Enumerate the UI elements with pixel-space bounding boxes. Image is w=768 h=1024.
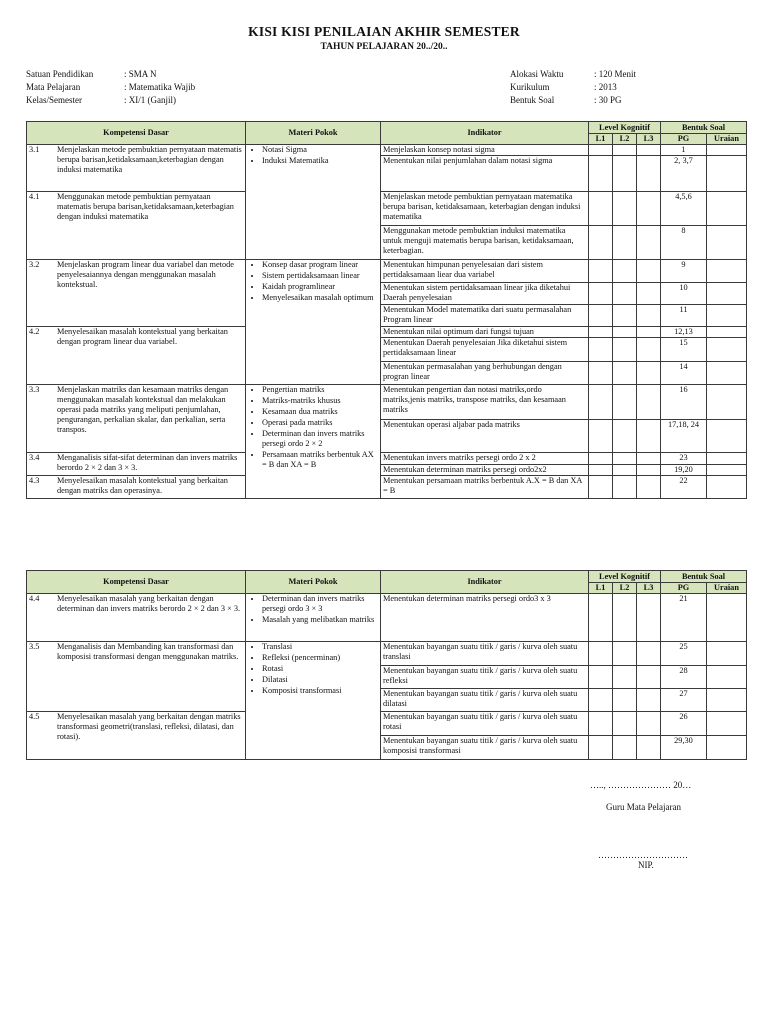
pg-cell: 29,30 [661, 736, 707, 760]
meta-label: Alokasi Waktu [510, 69, 564, 79]
kd-number: 3.4 [29, 453, 40, 462]
indikator-cell: Menentukan bayangan suatu titik / garis / kurva oleh suatu rotasi [381, 712, 589, 736]
mp-item: • Konsep dasar program linear [262, 260, 378, 270]
kisi-table-2 [26, 570, 747, 760]
mp-cell [246, 642, 381, 760]
indikator-cell: Menentukan pengertian dan notasi matriks,ordo matriks,jenis matriks, transpose matriks, dan kesamaan matriks [381, 385, 589, 420]
mp-item: • Sistem pertidaksamaan linear [262, 271, 378, 281]
indikator-cell: Menentukan bayangan suatu titik / garis / kurva oleh suatu komposisi transformasi [381, 736, 589, 760]
meta-row [26, 68, 195, 81]
meta-row [510, 81, 636, 94]
kd-cell [27, 192, 246, 260]
signature-date: ….., ………………… 20… [590, 780, 692, 790]
pg-cell: 11 [661, 305, 707, 327]
indikator-cell: Menentukan persamaan matriks berbentuk A.X = B dan XA = B [381, 476, 589, 499]
table-row [27, 192, 747, 226]
pg-cell: 9 [661, 260, 707, 283]
indikator-cell: Menentukan nilai penjumlahan dalam notasi sigma [381, 156, 589, 192]
meta-label: Mata Pelajaran [26, 82, 81, 92]
mp-item: • Operasi pada matriks [262, 418, 378, 428]
header-l1: L1 [589, 134, 613, 145]
mp-cell [246, 145, 381, 260]
indikator-cell: Menentukan bayangan suatu titik / garis / kurva oleh suatu refleksi [381, 666, 589, 689]
meta-value: : 120 Menit [594, 69, 636, 79]
table-row [27, 260, 747, 283]
mp-item: • Menyelesaikan masalah optimum [262, 293, 378, 303]
header-bentuk-soal: Bentuk Soal [661, 571, 747, 583]
header-level-kognitif: Level Kognitif [589, 571, 661, 583]
table-row [27, 594, 747, 642]
pg-cell: 15 [661, 338, 707, 362]
pg-cell: 1 [661, 145, 707, 156]
kd-cell [27, 453, 246, 476]
indikator-cell: Menentukan operasi aljabar pada matriks [381, 420, 589, 453]
meta-value: : SMA N [124, 69, 157, 79]
meta-label: Kelas/Semester [26, 95, 82, 105]
kd-number: 4.3 [29, 476, 40, 485]
mp-item: • Masalah yang melibatkan matriks [262, 615, 378, 625]
kd-text: Menyelesaikan masalah kontekstual yang berkaitan dengan matriks dan operasinya. [57, 476, 228, 495]
pg-cell: 28 [661, 666, 707, 689]
table-row [27, 476, 747, 499]
mp-item: • Rotasi [262, 664, 378, 674]
signature-line: ………………………… [598, 850, 688, 860]
kd-number: 4.2 [29, 327, 40, 336]
header-l3: L3 [637, 134, 661, 145]
mp-item: • Refleksi (pencerminan) [262, 653, 378, 663]
pg-cell: 10 [661, 283, 707, 305]
kd-number: 3.3 [29, 385, 40, 394]
header-pg: PG [661, 583, 707, 594]
kd-cell [27, 385, 246, 453]
meta-value: : Matematika Wajib [124, 82, 196, 92]
indikator-cell: Menentukan bayangan suatu titik / garis / kurva oleh suatu translasi [381, 642, 589, 666]
kd-number: 4.1 [29, 192, 40, 201]
table-row [27, 145, 747, 156]
meta-row [26, 94, 195, 107]
header-level-kognitif: Level Kognitif [589, 122, 661, 134]
pg-cell: 22 [661, 476, 707, 499]
header-uraian: Uraian [707, 134, 747, 145]
kd-cell [27, 260, 246, 327]
kd-number: 3.5 [29, 642, 40, 651]
kd-number: 3.2 [29, 260, 40, 269]
kd-text: Menggunakan metode pembuktian pernyataan matematis berupa barisan,ketidaksamaan,keterbagian dengan induksi matematika [57, 192, 234, 221]
pg-cell: 17,18, 24 [661, 420, 707, 453]
kisi-table-1 [26, 121, 747, 499]
pg-cell: 2, 3,7 [661, 156, 707, 192]
mp-item: • Translasi [262, 642, 378, 652]
header-indikator: Indikator [381, 571, 589, 594]
table-row [27, 327, 747, 338]
mp-item: • Dilatasi [262, 675, 378, 685]
header-kompetensi-dasar: Kompetensi Dasar [27, 571, 246, 594]
mp-item: • Kaidah programlinear [262, 282, 378, 292]
indikator-cell: Menentukan nilai optimum dari fungsi tujuan [381, 327, 589, 338]
meta-value: : 30 PG [594, 95, 622, 105]
meta-label: Satuan Pendidikan [26, 69, 94, 79]
mp-cell [246, 385, 381, 499]
mp-item: • Induksi Matematika [262, 156, 378, 166]
indikator-cell: Menentukan determinan matriks persegi ordo3 x 3 [381, 594, 589, 642]
meta-row [510, 94, 636, 107]
document-subtitle: TAHUN PELAJARAN 20../20.. [320, 42, 448, 52]
indikator-cell: Menentukan sistem pertidaksamaan linear jika diketahui Daerah penyelesaian [381, 283, 589, 305]
table-row [27, 453, 747, 465]
kd-cell [27, 642, 246, 712]
kd-text: Menyelesaikan masalah yang berkaitan dengan matriks transformasi geometri(translasi, refleksi, dilatasi, dan rotasi). [57, 712, 241, 741]
mp-item: • Persamaan matriks berbentuk AX = B dan XA = B [262, 450, 378, 470]
meta-label: Kurikulum [510, 82, 550, 92]
table-row [27, 385, 747, 420]
kd-text: Menjelaskan matriks dan kesamaan matriks dengan menggunakan masalah kontekstual dan melakukan operasi pada matriks yang meliputi penjumlahan, pengurangan, perkalian skalar, dan perkalian, serta transpos. [57, 385, 229, 434]
mp-item: • Determinan dan invers matriks persegi ordo 3 × 3 [262, 594, 378, 614]
indikator-cell: Menentukan determinan matriks persegi ordo2x2 [381, 465, 589, 476]
indikator-cell: Menentukan Model matematika dari suatu permasalahan Program linear [381, 305, 589, 327]
mp-item: • Notasi Sigma [262, 145, 378, 155]
kd-text: Menjelaskan program linear dua variabel dan metode penyelesaiannya dengan menggunakan masalah kontekstual. [57, 260, 234, 289]
kd-text: Menjelaskan metode pembuktian pernyataan matematis berupa barisan,ketidaksamaan,keterbagian dengan induksi matematika [57, 145, 242, 174]
meta-value: : 2013 [594, 82, 617, 92]
indikator-cell: Menentukan Daerah penyelesaian Jika diketahui sistem pertidaksamaan linear [381, 338, 589, 362]
indikator-cell: Menentukan himpunan penyelesaian dari sistem pertidaksamaan liear dua variabel [381, 260, 589, 283]
header-l2: L2 [613, 583, 637, 594]
header-pg: PG [661, 134, 707, 145]
kd-cell [27, 712, 246, 760]
meta-label: Bentuk Soal [510, 95, 555, 105]
indikator-cell: Menjelaskan metode pembuktian pernyataan matematika berupa barisan, ketidaksamaan, keterbagian dengan induksi matematika [381, 192, 589, 226]
kd-text: Menganalisis dan Membanding kan transformasi dan komposisi transformasi dengan menggunakan matriks. [57, 642, 239, 661]
document-title: KISI KISI PENILAIAN AKHIR SEMESTER [248, 24, 520, 39]
signature-nip: NIP. [638, 860, 654, 870]
table-row [27, 642, 747, 666]
mp-item: • Matriks-matriks khusus [262, 396, 378, 406]
kd-cell [27, 594, 246, 642]
meta-row [510, 68, 636, 81]
meta-left [26, 68, 195, 107]
header-indikator: Indikator [381, 122, 589, 145]
kd-cell [27, 476, 246, 499]
pg-cell: 12,13 [661, 327, 707, 338]
header-bentuk-soal: Bentuk Soal [661, 122, 747, 134]
kd-number: 4.4 [29, 594, 40, 603]
pg-cell: 25 [661, 642, 707, 666]
header-kompetensi-dasar: Kompetensi Dasar [27, 122, 246, 145]
kd-text: Menganalisis sifat-sifat determinan dan invers matriks berordo 2 × 2 dan 3 × 3. [57, 453, 238, 472]
indikator-cell: Menjelaskan konsep notasi sigma [381, 145, 589, 156]
header-l1: L1 [589, 583, 613, 594]
meta-right [510, 68, 636, 107]
pg-cell: 4,5,6 [661, 192, 707, 226]
pg-cell: 21 [661, 594, 707, 642]
meta-row [26, 81, 195, 94]
kd-number: 4.5 [29, 712, 40, 721]
pg-cell: 19,20 [661, 465, 707, 476]
meta-value: : XI/1 (Ganjil) [124, 95, 176, 105]
pg-cell: 26 [661, 712, 707, 736]
mp-cell [246, 594, 381, 642]
signature-role: Guru Mata Pelajaran [606, 802, 681, 812]
mp-item: • Kesamaan dua matriks [262, 407, 378, 417]
pg-cell: 23 [661, 453, 707, 465]
pg-cell: 14 [661, 362, 707, 385]
pg-cell: 16 [661, 385, 707, 420]
header-uraian: Uraian [707, 583, 747, 594]
indikator-cell: Menentukan bayangan suatu titik / garis / kurva oleh suatu dilatasi [381, 689, 589, 712]
pg-cell: 27 [661, 689, 707, 712]
indikator-cell: Menentukan permasalahan yang berhubungan dengan progran linear [381, 362, 589, 385]
kd-cell [27, 145, 246, 192]
header-materi-pokok: Materi Pokok [246, 571, 381, 594]
mp-cell [246, 260, 381, 385]
mp-item: • Pengertian matriks [262, 385, 378, 395]
kd-cell [27, 327, 246, 385]
kd-number: 3.1 [29, 145, 40, 154]
mp-item: • Determinan dan invers matriks persegi ordo 2 × 2 [262, 429, 378, 449]
indikator-cell: Menentukan invers matriks persegi ordo 2 x 2 [381, 453, 589, 465]
indikator-cell: Menggunakan metode pembuktian induksi matematika untuk menguji matematis berupa barisan, ketidaksamaan, keterbagian. [381, 226, 589, 260]
kd-text: Menyelesaikan masalah yang berkaitan dengan determinan dan invers matriks berordo 2 × 2 dan 3 × 3. [57, 594, 241, 613]
pg-cell: 8 [661, 226, 707, 260]
kd-text: Menyelesaikan masalah kontekstual yang berkaitan dengan program linear dua variabel. [57, 327, 228, 346]
header-materi-pokok: Materi Pokok [246, 122, 381, 145]
table-row [27, 712, 747, 736]
header-l3: L3 [637, 583, 661, 594]
mp-item: • Komposisi transformasi [262, 686, 378, 696]
header-l2: L2 [613, 134, 637, 145]
